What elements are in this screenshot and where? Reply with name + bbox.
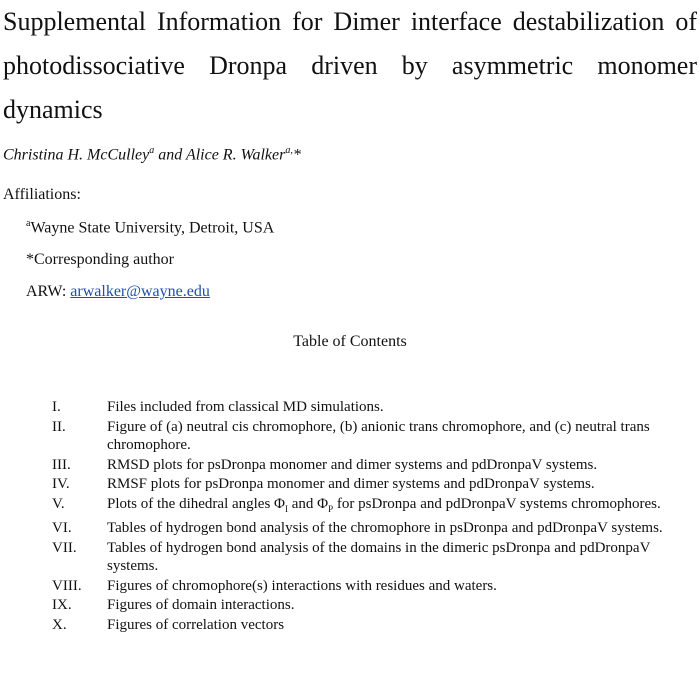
table-of-contents	[0, 398, 700, 635]
paper-title: Supplemental Information for Dimer interface destabilization of photodissociative Dronpa driven by asymmetric monomer dynamics	[3, 7, 697, 124]
toc-item	[0, 398, 700, 417]
toc-item	[0, 577, 700, 596]
toc-text-part: for psDronpa and pdDronpaV systems chromophores.	[333, 495, 661, 512]
toc-text: Tables of hydrogen bond analysis of the domains in the dimeric psDronpa and pdDronpaV systems.	[107, 539, 651, 574]
toc-text: Files included from classical MD simulations.	[107, 399, 384, 415]
toc-item	[0, 519, 700, 538]
toc-text: Figures of domain interactions.	[107, 597, 295, 613]
toc-text: Figures of chromophore(s) interactions with residues and waters.	[107, 577, 497, 594]
toc-number: VI.	[52, 520, 72, 536]
toc-number: III.	[52, 456, 71, 473]
affiliation-line	[26, 218, 274, 237]
toc-text: Figures of correlation vectors	[107, 616, 285, 633]
author-list	[3, 145, 301, 164]
toc-number: I.	[52, 399, 61, 415]
corresponding-author-note: *Corresponding author	[26, 251, 174, 268]
toc-number: IX.	[52, 597, 72, 613]
toc-number: X.	[52, 616, 67, 633]
affiliations-heading: Affiliations:	[3, 186, 81, 203]
toc-number: II.	[52, 418, 66, 435]
subscript: I	[285, 503, 289, 514]
toc-text: RMSF plots for psDronpa monomer and dimer systems and pdDronpaV systems.	[107, 476, 595, 492]
affiliation-marker: a	[26, 218, 31, 229]
toc-number: VII.	[52, 539, 77, 556]
toc-item	[0, 539, 700, 576]
toc-item	[0, 418, 700, 455]
toc-item	[0, 596, 700, 615]
affiliation-marker: a	[149, 145, 155, 156]
author-name: Alice R. Walker	[185, 146, 286, 164]
email-line	[26, 283, 210, 301]
email-link[interactable]: arwalker@wayne.edu	[70, 283, 210, 300]
author-conjunction: and	[154, 146, 186, 164]
toc-item	[0, 616, 700, 635]
toc-text: Figure of (a) neutral cis chromophore, (b) anionic trans chromophore, and (c) neutral trans chromophore.	[107, 418, 650, 453]
toc-text	[107, 495, 682, 519]
toc-number: V.	[52, 495, 65, 512]
toc-title: Table of Contents	[293, 333, 407, 350]
affiliation-marker: a,	[285, 145, 293, 156]
toc-number: IV.	[52, 476, 70, 492]
toc-item	[0, 475, 700, 494]
toc-text-part: and Φ	[288, 495, 329, 512]
subscript: P	[328, 503, 334, 514]
institution: Wayne State University, Detroit, USA	[30, 219, 275, 237]
toc-item	[0, 456, 700, 475]
toc-text: Tables of hydrogen bond analysis of the chromophore in psDronpa and pdDronpaV systems.	[107, 520, 663, 536]
author-name: Christina H. McCulley	[3, 146, 150, 164]
toc-text-part: Plots of the dihedral angles Φ	[107, 495, 286, 512]
toc-number: VIII.	[52, 577, 82, 594]
corresponding-marker: *	[292, 146, 301, 164]
toc-item	[0, 495, 700, 519]
toc-text: RMSD plots for psDronpa monomer and dimer systems and pdDronpaV systems.	[107, 456, 598, 473]
email-prefix: ARW:	[26, 283, 71, 300]
